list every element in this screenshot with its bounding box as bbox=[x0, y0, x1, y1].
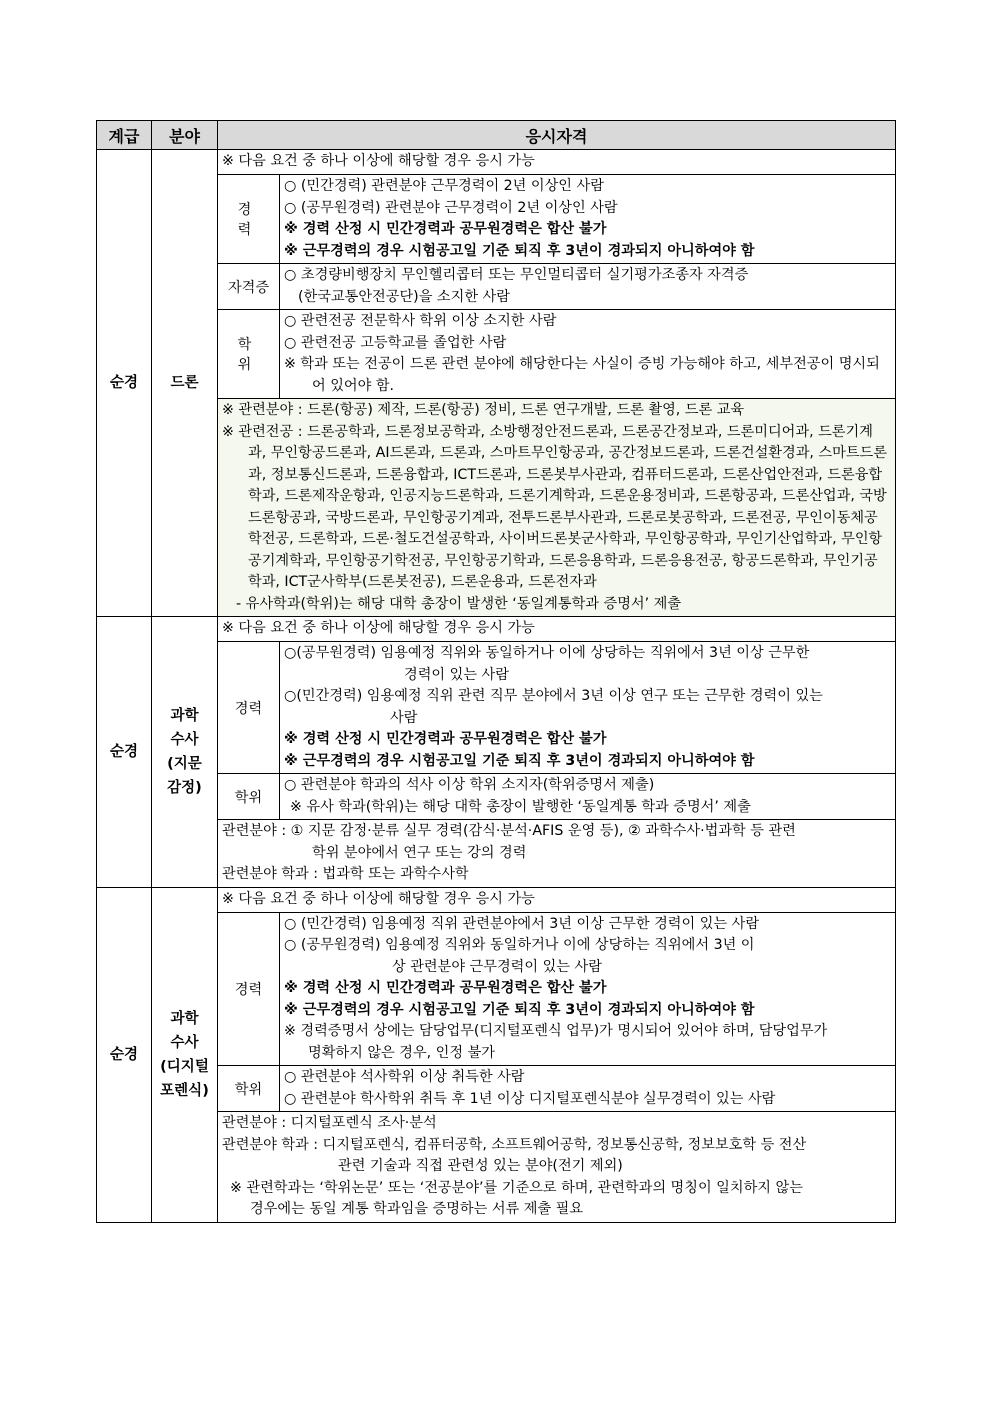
field-cell: 드론 bbox=[152, 150, 218, 617]
notes-cell: 관련분야 : ① 지문 감정·분류 실무 경력(감식·분석·AFIS 운영 등), ② 과학수사·법과학 등 관련 학위 분야에서 연구 또는 강의 경력 관련분야 학과 : 법과학 또는 과학수사학 bbox=[218, 820, 896, 888]
section-fingerprint-lead-row bbox=[97, 617, 896, 642]
requirement-cell: ○ 초경량비행장치 무인헬리콥터 또는 무인멀티콥터 실기평가조종자 자격증 (한국교통안전공단)을 소지한 사람 bbox=[280, 264, 896, 310]
requirement-cell: ○ 관련분야 학과의 석사 이상 학위 소지자(학위증명서 제출) ※ 유사 학과(학위)는 해당 대학 총장이 발행한 ‘동일계통 학과 증명서’ 제출 bbox=[280, 774, 896, 820]
category-label: 학위 bbox=[218, 774, 280, 820]
requirement-cell: ○(공무원경력) 임용예정 직위와 동일하거나 이에 상당하는 직위에서 3년 이상 근무한 경력이 있는 사람 ○(민간경력) 임용예정 직위 관련 직무 분야에서 3년 이상 연구 또는 근무한 경력이 있는 사람 ※ 경력 산정 시 민간경력과 공무원경력은 합산 불가 ※ 근무경력의 경우 시험공고일 기준 퇴직 후 3년이 경과되지 아니하여야 함 bbox=[280, 642, 896, 774]
header-grade: 계급 bbox=[97, 121, 152, 150]
field-cell: 과학 수사 (디지털 포렌식) bbox=[152, 887, 218, 1222]
grade-cell: 순경 bbox=[97, 617, 152, 888]
notes-cell: ※ 관련분야 : 드론(항공) 제작, 드론(항공) 정비, 드론 연구개발, 드론 촬영, 드론 교육 ※ 관련전공 : 드론공학과, 드론정보공학과, 소방행정안전드론과, 드론공간정보과, 드론미디어과, 드론기계과, 무인항공드론과, AI드론과, 드론과, 스마트무인항공과, 공간정보드론과, 드론건설환경과, 스마트드론과, 정보통신드론과, 드론융합과, ICT드론과, 드론봇부사관과, 컴퓨터드론과, 드론산업안전과, 드론융합학과, 드론제작운항과, 인공지능드론학과, 드론기계학과, 드론운용정비과, 드론항공과, 드론산업과, 국방드론항공과, 국방드론과, 무인항공기계과, 전투드론부사관과, 드론로봇공학과, 드론전공, 무인이동체공학전공, 드론학과, 드론·철도건설공학과, 사이버드론봇군사학과, 무인항공학과, 무인기산업학과, 무인항공기계학과, 무인항공기학전공, 무인항공기학과, 드론응용학과, 드론응용전공, 항공드론학과, 무인기공학과, ICT군사학부(드론봇전공), 드론운용과, 드론전자과 - 유사학과(학위)는 해당 대학 총장이 발생한 ‘동일계통학과 증명서’ 제출 bbox=[218, 399, 896, 617]
section-digital-lead-row bbox=[97, 887, 896, 912]
header-field: 분야 bbox=[152, 121, 218, 150]
category-label: 경력 bbox=[218, 912, 280, 1066]
category-label: 학위 bbox=[218, 1066, 280, 1112]
notes-cell: 관련분야 : 디지털포렌식 조사·분석 관련분야 학과 : 디지털포렌식, 컴퓨터공학, 소프트웨어공학, 정보통신공학, 정보보호학 등 전산 관련 기술과 직접 관련성 있는 분야(전기 제외) ※ 관련학과는 ‘학위논문’ 또는 ‘전공분야’를 기준으로 하며, 관련학과의 명칭이 일치하지 않는 경우에는 동일 계통 학과임을 증명하는 서류 제출 필요 bbox=[218, 1112, 896, 1223]
requirement-cell: ○ (민간경력) 관련분야 근무경력이 2년 이상인 사람 ○ (공무원경력) 관련분야 근무경력이 2년 이상인 사람 ※ 경력 산정 시 민간경력과 공무원경력은 합산 불가 ※ 근무경력의 경우 시험공고일 기준 퇴직 후 3년이 경과되지 아니하여야 함 bbox=[280, 175, 896, 264]
category-label: 자격증 bbox=[218, 264, 280, 310]
lead-text: ※ 다음 요건 중 하나 이상에 해당할 경우 응시 가능 bbox=[218, 150, 896, 175]
category-label: 경력 bbox=[218, 642, 280, 774]
lead-text: ※ 다음 요건 중 하나 이상에 해당할 경우 응시 가능 bbox=[218, 617, 896, 642]
header-qualification: 응시자격 bbox=[218, 121, 896, 150]
section-drone-lead-row bbox=[97, 150, 896, 175]
table-header-row bbox=[97, 121, 896, 150]
lead-text: ※ 다음 요건 중 하나 이상에 해당할 경우 응시 가능 bbox=[218, 887, 896, 912]
requirement-cell: ○ 관련분야 석사학위 이상 취득한 사람 ○ 관련분야 학사학위 취득 후 1년 이상 디지털포렌식분야 실무경력이 있는 사람 bbox=[280, 1066, 896, 1112]
grade-cell: 순경 bbox=[97, 150, 152, 617]
requirement-cell: ○ (민간경력) 임용예정 직위 관련분야에서 3년 이상 근무한 경력이 있는 사람 ○ (공무원경력) 임용예정 직위와 동일하거나 이에 상당하는 직위에서 3년 이 상 관련분야 근무경력이 있는 사람 ※ 경력 산정 시 민간경력과 공무원경력은 합산 불가 ※ 근무경력의 경우 시험공고일 기준 퇴직 후 3년이 경과되지 아니하여야 함 ※ 경력증명서 상에는 담당업무(디지털포렌식 업무)가 명시되어 있어야 하며, 담당업무가 명확하지 않은 경우, 인정 불가 bbox=[280, 912, 896, 1066]
category-label: 경 력 bbox=[218, 175, 280, 264]
grade-cell: 순경 bbox=[97, 887, 152, 1222]
qualification-table bbox=[96, 120, 896, 1223]
category-label: 학 위 bbox=[218, 310, 280, 399]
requirement-cell: ○ 관련전공 전문학사 학위 이상 소지한 사람 ○ 관련전공 고등학교를 졸업한 사람 ※ 학과 또는 전공이 드론 관련 분야에 해당한다는 사실이 증빙 가능해야 하고, 세부전공이 명시되어 있어야 함. bbox=[280, 310, 896, 399]
field-cell: 과학 수사 (지문 감정) bbox=[152, 617, 218, 888]
